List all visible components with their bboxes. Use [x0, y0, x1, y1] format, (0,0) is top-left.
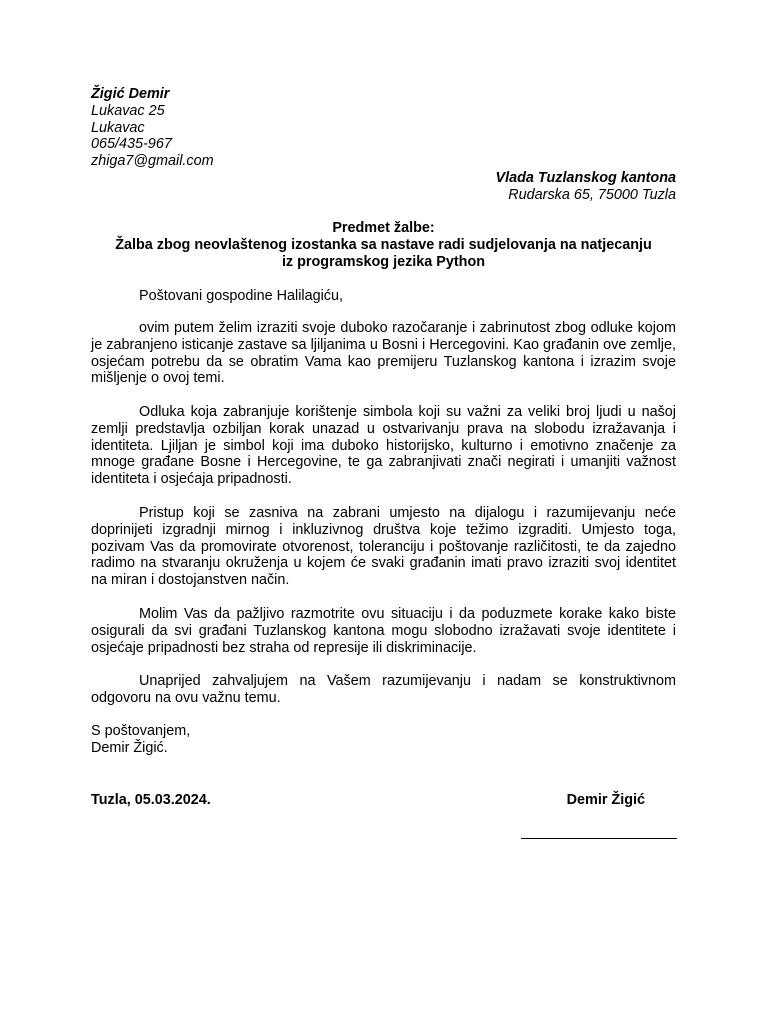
- sender-phone: 065/435-967: [91, 136, 172, 153]
- body-paragraph-3: Pristup koji se zasniva na zabrani umjesto na dijalogu i razumijevanju neće doprinijeti izgradnji mirnog i inkluzivnog društva koje težimo izgraditi. Umjesto toga, pozivam Vas da promovirate otvorenost, toleranciju i poštovanje različitosti, te da zajedno radimo na stvaranju okruženja u kojem će svaki građanin imati pravo izraziti svoj identitet na miran i dostojanstven način.: [91, 505, 676, 589]
- body-paragraph-1: ovim putem želim izraziti svoje duboko razočaranje i zabrinutost zbog odluke kojom je zabranjeno isticanje zastave sa ljiljanima u Bosni i Hercegovini. Kao građanin ove zemlje, osjećam potrebu da se obratim Vama kao premijeru Tuzlanskog kantona i izrazim svoje mišljenje o ovoj temi.: [91, 320, 676, 387]
- closing-block: [91, 723, 190, 757]
- body-paragraph-2: Odluka koja zabranjuje korištenje simbola koji su važni za veliki broj ljudi u našoj zemlji predstavlja ozbiljan korak unazad u ostvarivanju prava na slobodu izražavanja i identiteta. Ljiljan je simbol koji ima duboko historijsko, kulturno i emotivno značenje za mnoge građane Bosne i Hercegovine, te ga zabranjivati znači negirati i umanjiti važnost identiteta i osjećaja pripadnosti.: [91, 404, 676, 488]
- sender-block: [91, 86, 214, 170]
- subject-heading: Predmet žalbe:: [332, 220, 435, 236]
- sender-street: Lukavac 25: [91, 102, 165, 119]
- body-paragraph-4: Molim Vas da pažljivo razmotrite ovu situaciju i da poduzmete korake kako biste osigurali da svi građani Tuzlanskog kantona mogu slobodno izražavati svoje identitete i osjećaje pripadnosti bez straha od represije ili diskriminacije.: [91, 606, 676, 656]
- subject-line-1: Žalba zbog neovlaštenog izostanka sa nastave radi sudjelovanja na natjecanju: [115, 236, 652, 253]
- body-paragraph-5: Unaprijed zahvaljujem na Vašem razumijevanju i nadam se konstruktivnom odgovoru na ovu važnu temu.: [91, 673, 676, 706]
- recipient-organization: Vlada Tuzlanskog kantona: [495, 170, 676, 186]
- signature-line: [521, 838, 677, 839]
- sender-name: Žigić Demir: [91, 86, 170, 102]
- salutation: Poštovani gospodine Halilagiću,: [139, 288, 343, 304]
- sender-email: zhiga7@gmail.com: [91, 153, 214, 170]
- closing-name: Demir Žigić.: [91, 739, 168, 756]
- signature-name: Demir Žigić: [566, 792, 645, 808]
- place-date: Tuzla, 05.03.2024.: [91, 792, 211, 808]
- recipient-block: [496, 170, 676, 204]
- closing-phrase: S poštovanjem,: [91, 723, 191, 739]
- sender-city: Lukavac: [91, 119, 145, 136]
- subject-block: [91, 220, 676, 270]
- subject-line-2: iz programskog jezika Python: [281, 253, 486, 270]
- recipient-address: Rudarska 65, 75000 Tuzla: [508, 186, 676, 203]
